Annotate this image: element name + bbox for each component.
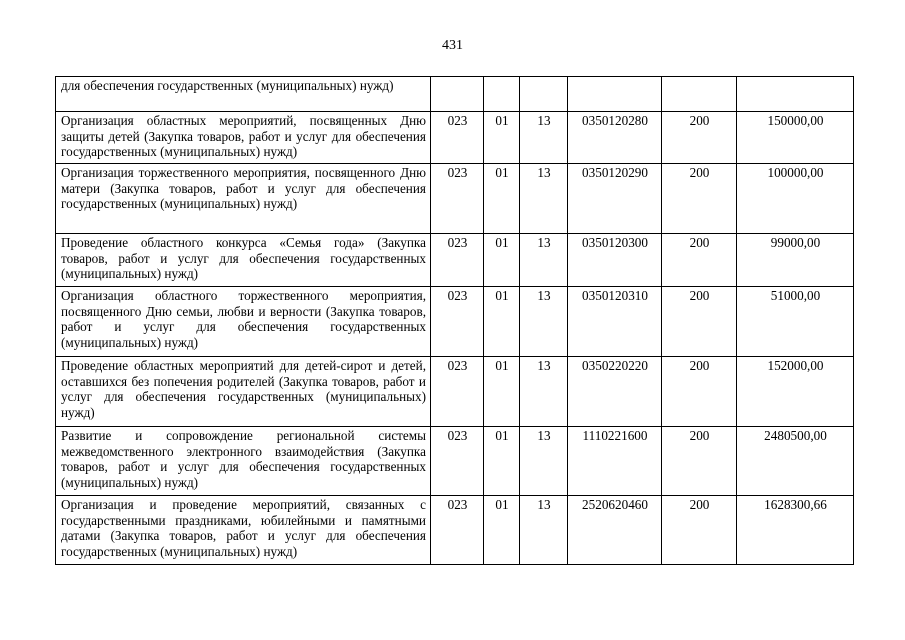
subsection-code: 13: [520, 164, 568, 234]
expense-type-code: 200: [662, 234, 737, 287]
table-row: [56, 496, 854, 565]
expense-type-code: 200: [662, 287, 737, 357]
expense-type-code: 200: [662, 164, 737, 234]
row-description: Организация и проведение мероприятий, связанных с государственными праздниками, юбилейными и памятными датами (Закупка товаров, работ и услуг для обеспечения государственных (муниципальных) нужд): [56, 496, 431, 565]
table-row: [56, 112, 854, 164]
amount: 99000,00: [737, 234, 854, 287]
table-row: [56, 287, 854, 357]
target-article-code: 0350120290: [568, 164, 662, 234]
amount: 150000,00: [737, 112, 854, 164]
subsection-code: 13: [520, 234, 568, 287]
table-row: [56, 234, 854, 287]
budget-table: [55, 76, 854, 565]
section-code: 01: [484, 357, 520, 427]
amount: 51000,00: [737, 287, 854, 357]
ministry-code: 023: [431, 234, 484, 287]
section-code: 01: [484, 287, 520, 357]
section-code: 01: [484, 112, 520, 164]
amount: [737, 77, 854, 112]
expense-type-code: [662, 77, 737, 112]
section-code: [484, 77, 520, 112]
ministry-code: 023: [431, 427, 484, 496]
section-code: 01: [484, 164, 520, 234]
subsection-code: 13: [520, 496, 568, 565]
target-article-code: 1110221600: [568, 427, 662, 496]
target-article-code: 0350120310: [568, 287, 662, 357]
row-description: Развитие и сопровождение региональной системы межведомственного электронного взаимодействия (Закупка товаров, работ и услуг для обеспечения государственных (муниципальных) нужд): [56, 427, 431, 496]
ministry-code: 023: [431, 164, 484, 234]
subsection-code: [520, 77, 568, 112]
expense-type-code: 200: [662, 427, 737, 496]
target-article-code: 2520620460: [568, 496, 662, 565]
table-row: [56, 164, 854, 234]
expense-type-code: 200: [662, 496, 737, 565]
row-description: для обеспечения государственных (муниципальных) нужд): [56, 77, 431, 112]
section-code: 01: [484, 496, 520, 565]
row-description: Организация торжественного мероприятия, посвященного Дню матери (Закупка товаров, работ и услуг для обеспечения государственных (муниципальных) нужд): [56, 164, 431, 234]
amount: 152000,00: [737, 357, 854, 427]
subsection-code: 13: [520, 357, 568, 427]
section-code: 01: [484, 234, 520, 287]
target-article-code: 0350220220: [568, 357, 662, 427]
row-description: Проведение областных мероприятий для детей-сирот и детей, оставшихся без попечения родителей (Закупка товаров, работ и услуг для обеспечения государственных (муниципальных) нужд): [56, 357, 431, 427]
expense-type-code: 200: [662, 112, 737, 164]
table-row: [56, 77, 854, 112]
ministry-code: 023: [431, 287, 484, 357]
ministry-code: 023: [431, 357, 484, 427]
amount: 1628300,66: [737, 496, 854, 565]
ministry-code: [431, 77, 484, 112]
row-description: Проведение областного конкурса «Семья года» (Закупка товаров, работ и услуг для обеспечения государственных (муниципальных) нужд): [56, 234, 431, 287]
target-article-code: 0350120280: [568, 112, 662, 164]
page-number: 431: [442, 38, 463, 53]
section-code: 01: [484, 427, 520, 496]
subsection-code: 13: [520, 427, 568, 496]
target-article-code: [568, 77, 662, 112]
table-row: [56, 427, 854, 496]
amount: 2480500,00: [737, 427, 854, 496]
expense-type-code: 200: [662, 357, 737, 427]
target-article-code: 0350120300: [568, 234, 662, 287]
table-row: [56, 357, 854, 427]
ministry-code: 023: [431, 112, 484, 164]
row-description: Организация областных мероприятий, посвященных Дню защиты детей (Закупка товаров, работ и услуг для обеспечения государственных (муниципальных) нужд): [56, 112, 431, 164]
row-description: Организация областного торжественного мероприятия, посвященного Дню семьи, любви и верности (Закупка товаров, работ и услуг для обеспечения государственных (муниципальных) нужд): [56, 287, 431, 357]
subsection-code: 13: [520, 287, 568, 357]
ministry-code: 023: [431, 496, 484, 565]
amount: 100000,00: [737, 164, 854, 234]
subsection-code: 13: [520, 112, 568, 164]
